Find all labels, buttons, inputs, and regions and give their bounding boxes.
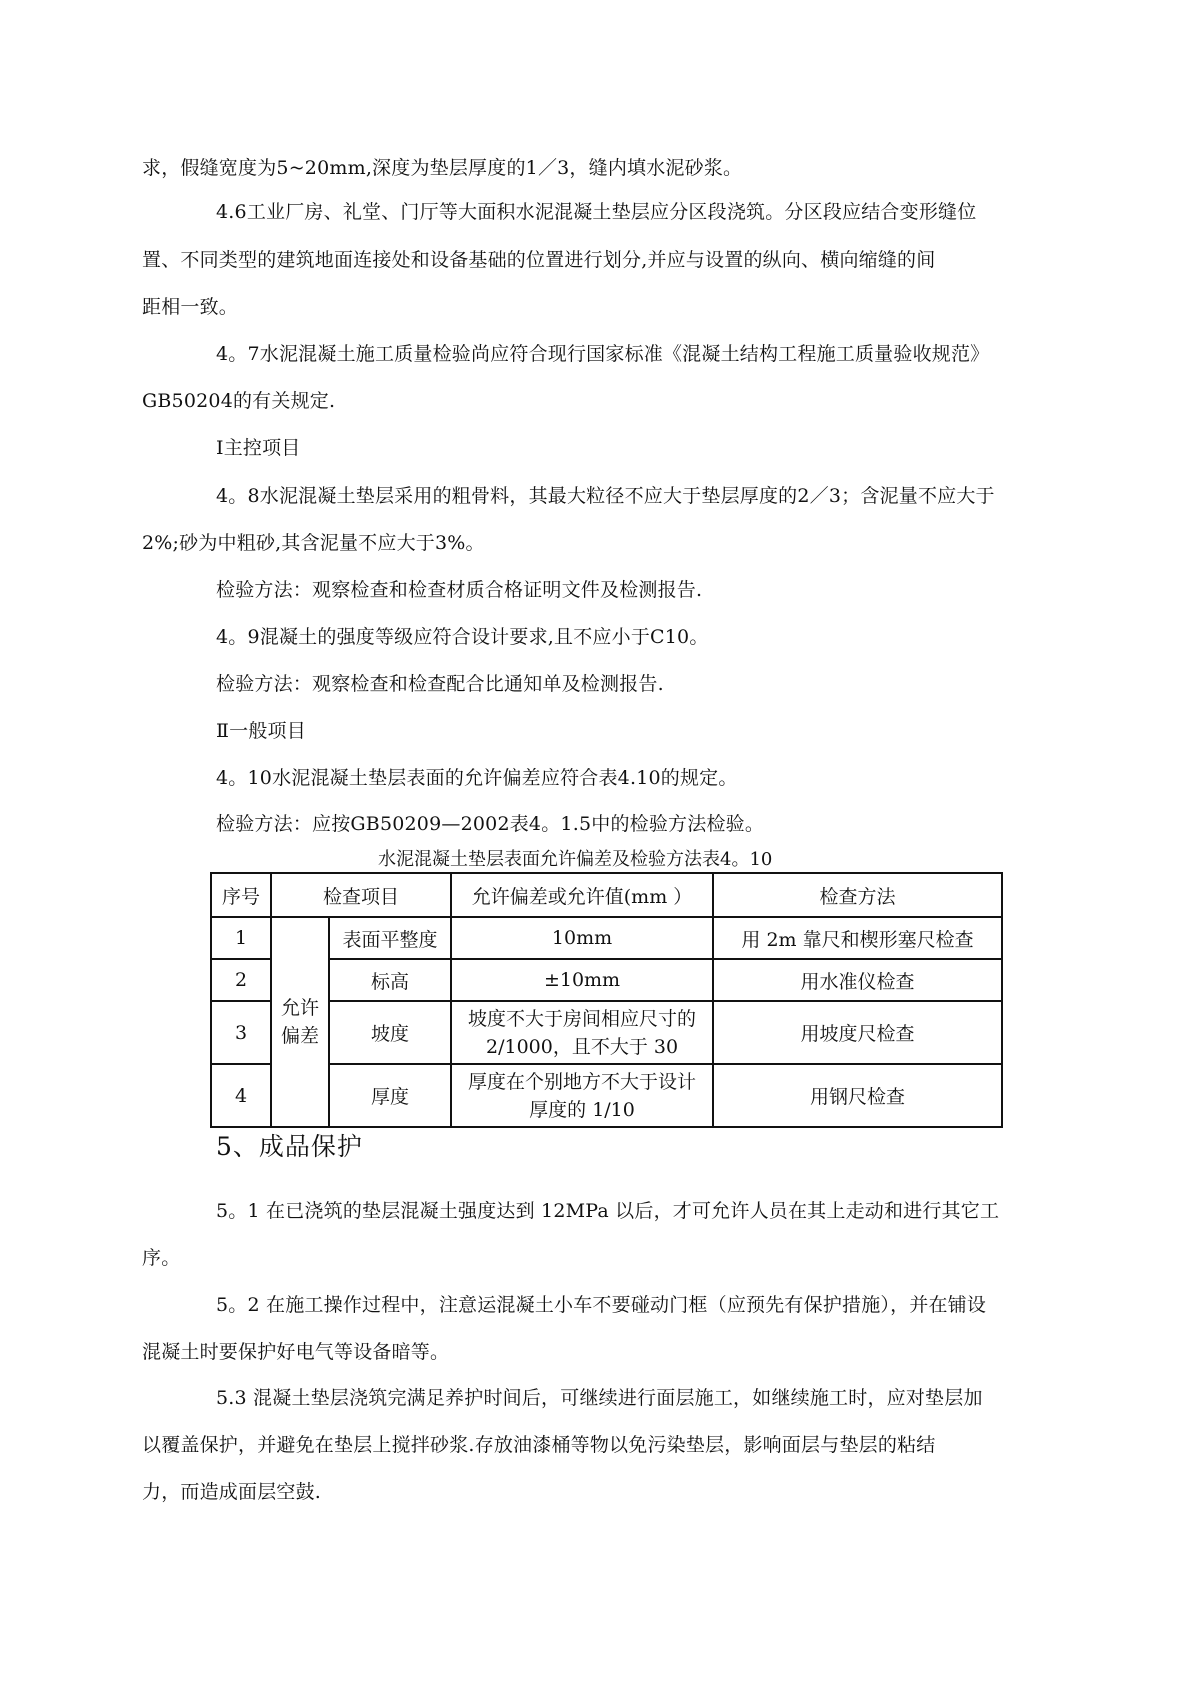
section-heading: 5、成品保护 — [216, 1132, 363, 1161]
subsection-title: Ⅰ主控项目 — [216, 437, 301, 459]
allowed-value — [451, 1001, 713, 1064]
paragraph-line: 力，而造成面层空鼓. — [142, 1481, 322, 1503]
paragraph-line: 4。7水泥混凝土施工质量检验尚应符合现行国家标准《混凝土结构工程施工质量验收规范》 — [216, 343, 990, 365]
table-caption: 水泥混凝土垫层表面允许偏差及检验方法表4。10 — [378, 849, 773, 870]
check-method: 用水准仪检查 — [713, 959, 1002, 1001]
paragraph-line: 序。 — [142, 1247, 181, 1269]
paragraph-line: 混凝土时要保护好电气等设备暗等。 — [142, 1341, 450, 1363]
allowed-value: 10mm — [451, 917, 713, 959]
group-label-line: 偏差 — [280, 1025, 319, 1047]
check-method: 用 2m 靠尺和楔形塞尺检查 — [713, 917, 1002, 959]
deviation-table — [210, 872, 1003, 1128]
row-number: 4 — [211, 1064, 271, 1127]
row-number: 1 — [211, 917, 271, 959]
check-item: 坡度 — [329, 1001, 451, 1064]
table-header-row — [211, 873, 1002, 917]
header-cell: 序号 — [211, 873, 271, 917]
paragraph-line: 4。8水泥混凝土垫层采用的粗骨料，其最大粒径不应大于垫层厚度的2／3；含泥量不应大于 — [216, 485, 995, 507]
check-method: 用钢尺检查 — [713, 1064, 1002, 1127]
paragraph-line: 检验方法：观察检查和检查配合比通知单及检测报告. — [216, 673, 664, 695]
group-label — [271, 917, 329, 1127]
table-row — [211, 1001, 1002, 1064]
check-item: 表面平整度 — [329, 917, 451, 959]
paragraph-line: 置、不同类型的建筑地面连接处和设备基础的位置进行划分,并应与设置的纵向、横向缩缝的间 — [142, 249, 936, 271]
paragraph-line: 2%;砂为中粗砂,其含泥量不应大于3%。 — [142, 532, 485, 554]
row-number: 3 — [211, 1001, 271, 1064]
header-cell: 允许偏差或允许值(mm ） — [451, 873, 713, 917]
paragraph-line: 4。9混凝土的强度等级应符合设计要求,且不应小于C10。 — [216, 626, 709, 648]
paragraph-line: 检验方法：观察检查和检查材质合格证明文件及检测报告. — [216, 579, 703, 601]
check-method: 用坡度尺检查 — [713, 1001, 1002, 1064]
row-number: 2 — [211, 959, 271, 1001]
allowed-value-line: 厚度的 1/10 — [529, 1098, 635, 1121]
check-item: 厚度 — [329, 1064, 451, 1127]
allowed-value — [451, 1064, 713, 1127]
paragraph-line: 4。10水泥混凝土垫层表面的允许偏差应符合表4.10的规定。 — [216, 767, 738, 789]
allowed-value-line: 厚度在个别地方不大于设计 — [468, 1070, 697, 1093]
paragraph-line: 求，假缝宽度为5~20mm,深度为垫层厚度的1／3，缝内填水泥砂浆。 — [142, 157, 743, 179]
header-cell: 检查方法 — [713, 873, 1002, 917]
table-row — [211, 917, 1002, 959]
paragraph-line: 5。1 在已浇筑的垫层混凝土强度达到 12MPa 以后，才可允许人员在其上走动和进行其它工 — [216, 1200, 1000, 1222]
paragraph-line: 5.3 混凝土垫层浇筑完满足养护时间后，可继续进行面层施工，如继续施工时，应对垫层加 — [216, 1387, 983, 1409]
header-cell: 检查项目 — [271, 873, 451, 917]
subsection-title: Ⅱ一般项目 — [216, 720, 306, 742]
paragraph-line: 距相一致。 — [142, 296, 239, 318]
check-item: 标高 — [329, 959, 451, 1001]
paragraph-line: 以覆盖保护，并避免在垫层上搅拌砂浆.存放油漆桶等物以免污染垫层，影响面层与垫层的粘结 — [142, 1434, 936, 1456]
paragraph-line: 5。2 在施工操作过程中，注意运混凝土小车不要碰动门框（应预先有保护措施），并在铺设 — [216, 1294, 987, 1316]
allowed-value-line: 2/1000，且不大于 30 — [485, 1035, 679, 1058]
allowed-value-line: 坡度不大于房间相应尺寸的 — [468, 1007, 697, 1030]
paragraph-line: 4.6工业厂房、礼堂、门厅等大面积水泥混凝土垫层应分区段浇筑。分区段应结合变形缝位 — [216, 201, 977, 223]
paragraph-line: GB50204的有关规定. — [142, 390, 336, 412]
group-label-line: 允许 — [280, 997, 319, 1019]
table-row — [211, 1064, 1002, 1127]
table-row — [211, 959, 1002, 1001]
paragraph-line: 检验方法：应按GB50209—2002表4。1.5中的检验方法检验。 — [216, 813, 765, 835]
allowed-value: ±10mm — [451, 959, 713, 1001]
